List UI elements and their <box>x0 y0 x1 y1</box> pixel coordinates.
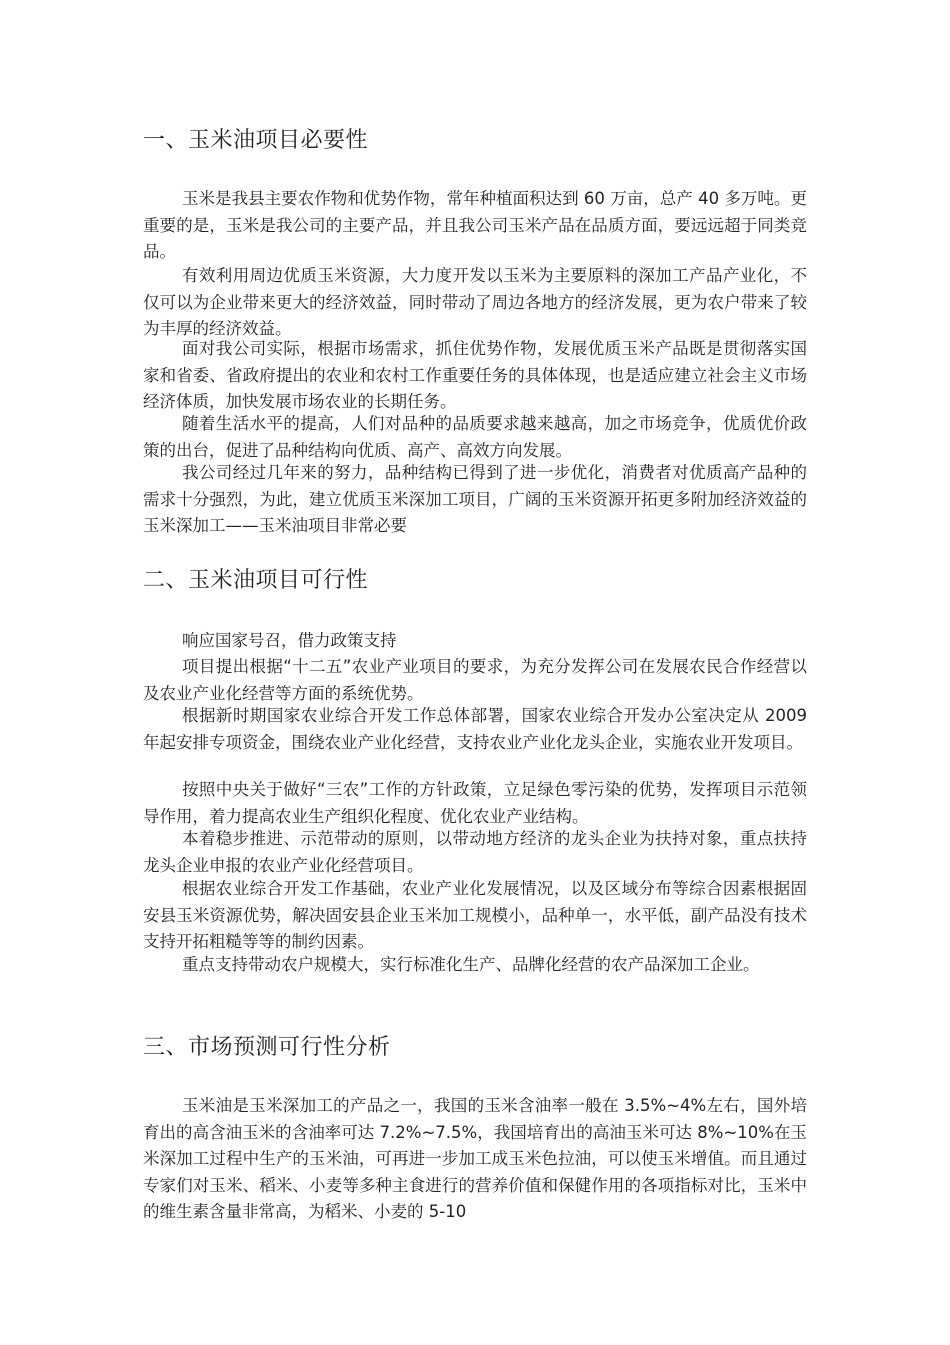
section-1-paragraph-1: 玉米是我县主要农作物和优势作物，常年种植面积达到 60 万亩，总产 40 多万吨。更重要的是，玉米是我公司的主要产品，并且我公司玉米产品在品质方面，要远远超于同类竞品。 <box>143 189 807 261</box>
section-2-paragraph-4: 按照中央关于做好“三农”工作的方针政策，立足绿色零污染的优势，发挥项目示范领导作用，着力提高农业生产组织化程度、优化农业产业结构。 <box>143 780 807 826</box>
section-1-heading: 一、玉米油项目必要性 <box>143 128 369 153</box>
section-2-paragraph-3: 根据新时期国家农业综合开发工作总体部署，国家农业综合开发办公室决定从 2009 年起安排专项资金，围绕农业产业化经营，支持农业产业化龙头企业，实施农业开发项目。 <box>143 706 807 752</box>
section-1-paragraph-3: 面对我公司实际，根据市场需求，抓住优势作物，发展优质玉米产品既是贯彻落实国家和省委、省政府提出的农业和农村工作重要任务的具体体现，也是适应建立社会主义市场经济体质，加快发展市场农业的长期任务。 <box>143 339 807 411</box>
section-1-paragraph-4: 随着生活水平的提高，人们对品种的品质要求越来越高，加之市场竞争，优质优价政策的出台，促进了品种结构向优质、高产、高效方向发展。 <box>143 414 807 460</box>
section-3-heading: 三、市场预测可行性分析 <box>143 1035 391 1060</box>
section-2-paragraph-7: 重点支持带动农户规模大，实行标准化生产、品牌化经营的农产品深加工企业。 <box>182 955 760 974</box>
section-2-heading: 二、玉米油项目可行性 <box>143 568 369 593</box>
section-2-paragraph-1: 响应国家号召，借力政策支持 <box>182 631 397 650</box>
section-3-paragraph-1: 玉米油是玉米深加工的产品之一，我国的玉米含油率一般在 3.5%~4%左右，国外培育出的高含油玉米的含油率可达 7.2%~7.5%，我国培育出的高油玉米可达 8%~10%在玉米深加工过程中生产的玉米油，可再进一步加工成玉米色拉油，可以使玉米增值。而且通过专家们对玉米、稻米、小麦等多种主食进行的营养价值和保健作用的各项指标对比，玉米中的维生素含量非常高，为稻米、小麦的 5-10 <box>143 1096 807 1221</box>
section-1-paragraph-5: 我公司经过几年来的努力，品种结构已得到了进一步优化，消费者对优质高产品种的需求十分强烈，为此，建立优质玉米深加工项目，广阔的玉米资源开拓更多附加经济效益的玉米深加工——玉米油项目非常必要 <box>143 463 807 535</box>
section-2-paragraph-6: 根据农业综合开发工作基础，农业产业化发展情况，以及区域分布等综合因素根据固安县玉米资源优势，解决固安县企业玉米加工规模小，品种单一，水平低，副产品没有技术支持开拓粗糙等等的制约因素。 <box>143 879 807 951</box>
section-1-paragraph-2: 有效利用周边优质玉米资源，大力度开发以玉米为主要原料的深加工产品产业化，不仅可以为企业带来更大的经济效益，同时带动了周边各地方的经济发展，更为农户带来了较为丰厚的经济效益。 <box>143 266 807 338</box>
section-2-paragraph-5: 本着稳步推进、示范带动的原则，以带动地方经济的龙头企业为扶持对象，重点扶持龙头企业申报的农业产业化经营项目。 <box>143 829 807 875</box>
section-2-paragraph-2: 项目提出根据“十二五”农业产业项目的要求，为充分发挥公司在发展农民合作经营以及农业产业化经营等方面的系统优势。 <box>143 657 807 703</box>
